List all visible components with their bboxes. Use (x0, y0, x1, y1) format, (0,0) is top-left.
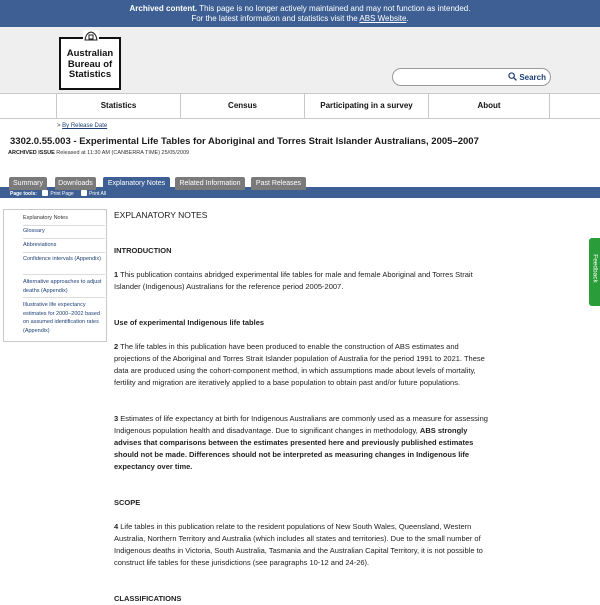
section-heading-classifications: CLASSIFICATIONS (114, 594, 182, 603)
abs-website-link[interactable]: ABS Website (359, 14, 407, 23)
sidenav-item-explanatory-notes[interactable]: Explanatory Notes (23, 215, 68, 221)
archived-issue: ARCHIVED ISSUE Released at 11:30 AM (CANBERRA TIME) 25/05/2009 (8, 150, 190, 156)
feedback-label: Feedback (591, 254, 599, 283)
breadcrumb: > By Release Date (57, 123, 108, 129)
tab-bar (0, 177, 600, 190)
tab-explanatory-notes[interactable]: Explanatory Notes (103, 177, 170, 190)
search-box (392, 68, 551, 86)
search-icon (508, 72, 517, 81)
search-button[interactable]: Search (508, 71, 546, 84)
print-icon (42, 190, 48, 196)
sidenav-item-glossary[interactable]: Glossary (23, 228, 45, 234)
sidenav-divider (23, 252, 105, 253)
search-input[interactable] (399, 71, 507, 84)
tab-related-information[interactable]: Related Information (175, 177, 245, 190)
site-header (0, 27, 600, 93)
abs-logo[interactable] (59, 37, 121, 90)
nav-item-participating[interactable]: Participating in a survey (304, 94, 428, 118)
sidenav-item-abbreviations[interactable]: Abbreviations (23, 242, 57, 248)
page-tools-bar: Page tools: Print Page Print All (0, 190, 600, 198)
side-nav (3, 209, 107, 342)
page-title: 3302.0.55.003 - Experimental Life Tables for Aboriginal and Torres Strait Islander Australians, 2005–2007 (10, 136, 479, 147)
nav-item-census[interactable]: Census (180, 94, 304, 118)
section-heading-introduction: INTRODUCTION (114, 246, 172, 255)
feedback-tab[interactable] (589, 238, 600, 306)
paragraph-2: 2 The life tables in this publication have been produced to enable the construction of ABS estimates and projections of the Aboriginal and Torres Strait Islander population of Australia for the period 1991 to 2021. These data are produced using the cohort-component method, in which assumptions made about levels of mortality, fertility and migration are iteratively applied to a base population to obtain past and/or future populations. (114, 342, 485, 387)
archive-banner (0, 0, 600, 27)
sidenav-item-confidence-intervals[interactable]: Confidence intervals (Appendix) (23, 256, 101, 262)
nav-item-about[interactable]: About (428, 94, 550, 118)
tab-past-releases[interactable]: Past Releases (251, 177, 306, 190)
sidenav-item-alternative-approaches[interactable]: Alternative approaches to adjust deaths (Appendix) (23, 279, 102, 294)
print-all-link[interactable]: Print All (81, 190, 106, 198)
sidenav-divider (23, 297, 105, 298)
paragraph-1: 1 This publication contains abridged experimental life tables for male and female Aboriginal and Torres Strait Islander (Indigenous) Australians for the reference period 2005-2007. (114, 270, 473, 291)
tab-downloads[interactable]: Downloads (55, 177, 96, 190)
content-heading: EXPLANATORY NOTES (114, 210, 208, 220)
archive-banner-line2: For the latest information and statistics visit the ABS Website. (191, 14, 409, 23)
sidenav-divider (23, 238, 105, 239)
main-nav (0, 93, 600, 119)
section-heading-scope: SCOPE (114, 498, 141, 507)
print-page-link[interactable]: Print Page (42, 190, 73, 198)
crest-icon (83, 30, 99, 42)
sidenav-item-illustrative-estimates[interactable]: Illustrative life expectancy estimates for 2000–2002 based on assumed identification rates (Appendix) (23, 302, 101, 334)
tab-summary[interactable]: Summary (9, 177, 47, 190)
print-all-icon (81, 190, 87, 196)
sidenav-divider (23, 225, 105, 226)
nav-item-statistics[interactable]: Statistics (56, 94, 180, 118)
breadcrumb-link[interactable]: By Release Date (62, 123, 108, 129)
paragraph-3: 3 Estimates of life expectancy at birth for Indigenous Australians are commonly used as a measure for assessing Indigenous population health and disadvantage. Due to significant changes in methodology, ABS strongly advises that comparisons between the estimates presented here and previously published estimates should not be made. Differences should not be interpreted as measuring changes in Indigenous life expectancy over time. (114, 414, 488, 471)
sidenav-divider (23, 274, 105, 275)
logo-text: Australian Bureau of Statistics (66, 48, 114, 80)
paragraph-4: 4 Life tables in this publication relate to the resident populations of New South Wales, Queensland, Western Australia, Northern Territory and Australia (which includes all states and territories). Due to the small number of Indigenous deaths in Victoria, South Australia, Tasmania and the Australian Capital Territory, it is not possible to construct life tables for these jurisdictions (see paragraphs 10-12 and 24-26). (114, 522, 483, 567)
archive-banner-line1: Archived content. This page is no longer actively maintained and may not function as intended. (129, 4, 471, 13)
section-heading-use: Use of experimental Indigenous life tables (114, 318, 265, 327)
